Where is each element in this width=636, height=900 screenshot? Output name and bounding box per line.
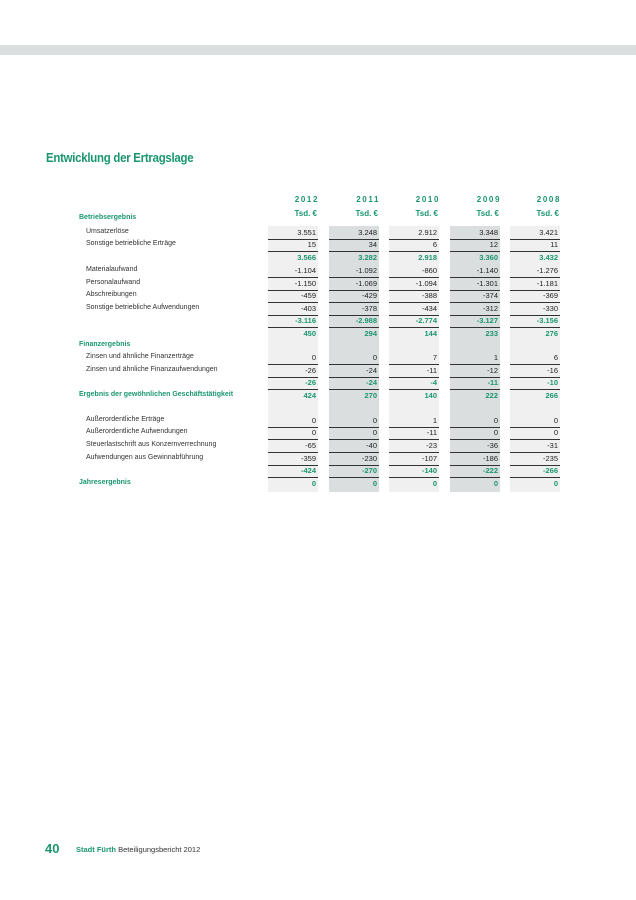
cell-value: 450 <box>303 329 316 338</box>
cell-value: -24 <box>366 378 377 387</box>
row-label: Zinsen und ähnliche Finanzaufwendungen <box>86 366 218 373</box>
cell-value: 3.348 <box>479 228 498 237</box>
cell-value: 0 <box>311 479 316 488</box>
cell-value: -11 <box>487 378 498 387</box>
cell-value: -1.094 <box>415 279 437 288</box>
cell-value: 0 <box>311 416 316 425</box>
year-header: 2008 <box>536 195 561 204</box>
cell-value: 0 <box>311 353 316 362</box>
cell-value: -1.276 <box>536 266 558 275</box>
cell-value: -3.127 <box>476 316 498 325</box>
cell-value: 0 <box>553 479 558 488</box>
cell-value: -1.150 <box>294 279 316 288</box>
cell-value: 6 <box>432 240 437 249</box>
cell-value: -374 <box>482 291 498 300</box>
cell-value: 0 <box>493 479 498 488</box>
cell-value: 0 <box>553 428 558 437</box>
cell-value: -186 <box>482 454 498 463</box>
cell-value: -26 <box>305 366 316 375</box>
cell-value: -378 <box>361 304 377 313</box>
year-header: 2011 <box>356 195 380 204</box>
cell-value: 144 <box>424 329 437 338</box>
unit-header: Tsd. € <box>355 209 378 218</box>
cell-value: 3.551 <box>297 228 316 237</box>
top-band <box>0 45 636 55</box>
cell-value: 11 <box>550 240 558 249</box>
unit-header: Tsd. € <box>536 209 559 218</box>
cell-value: -12 <box>487 366 498 375</box>
unit-header: Tsd. € <box>294 209 317 218</box>
cell-value: 222 <box>485 391 498 400</box>
row-label: Materialaufwand <box>86 266 138 273</box>
cell-value: -11 <box>426 428 437 437</box>
cell-value: 3.248 <box>358 228 377 237</box>
row-label: Finanzergebnis <box>79 341 131 348</box>
cell-value: -24 <box>366 366 377 375</box>
cell-value: -459 <box>300 291 316 300</box>
cell-value: -266 <box>542 466 558 475</box>
cell-value: 0 <box>553 416 558 425</box>
cell-value: -429 <box>361 291 377 300</box>
cell-value: -1.140 <box>476 266 498 275</box>
cell-value: 1 <box>493 353 498 362</box>
unit-header: Tsd. € <box>476 209 499 218</box>
cell-value: 1 <box>432 416 437 425</box>
cell-value: -222 <box>482 466 498 475</box>
cell-value: 140 <box>424 391 437 400</box>
cell-value: 12 <box>489 240 498 249</box>
cell-value: -140 <box>421 466 437 475</box>
cell-value: -2.988 <box>355 316 377 325</box>
cell-value: 3.432 <box>539 253 558 262</box>
cell-value: 0 <box>372 416 377 425</box>
cell-value: -230 <box>361 454 377 463</box>
cell-value: -434 <box>421 304 437 313</box>
cell-value: -369 <box>542 291 558 300</box>
cell-value: -424 <box>300 466 316 475</box>
cell-value: 3.566 <box>297 253 316 262</box>
cell-value: -26 <box>305 378 316 387</box>
cell-value: 7 <box>432 353 437 362</box>
cell-value: -860 <box>421 266 437 275</box>
cell-value: 0 <box>311 428 316 437</box>
page-number: 40 <box>45 841 60 856</box>
row-label: Steuerlastschrift aus Konzernverrechnung <box>86 441 217 448</box>
cell-value: 270 <box>364 391 377 400</box>
row-label: Aufwendungen aus Gewinnabführung <box>86 454 204 461</box>
cell-value: -3.116 <box>295 316 316 325</box>
cell-value: -330 <box>542 304 558 313</box>
cell-value: -36 <box>487 441 498 450</box>
cell-value: 276 <box>545 329 558 338</box>
row-label: Außerordentliche Aufwendungen <box>86 428 188 435</box>
footer-report: Beteiligungsbericht 2012 <box>118 845 201 854</box>
cell-value: 0 <box>372 353 377 362</box>
cell-value: 294 <box>364 329 377 338</box>
cell-value: 3.282 <box>358 253 377 262</box>
year-header: 2012 <box>294 195 319 204</box>
cell-value: -1.092 <box>355 266 377 275</box>
cell-value: 15 <box>307 240 316 249</box>
unit-header: Tsd. € <box>415 209 438 218</box>
footer-text <box>76 845 200 854</box>
cell-value: -4 <box>430 378 437 387</box>
footer-brand: Stadt Fürth <box>76 845 116 854</box>
row-label: Personalaufwand <box>86 279 141 286</box>
cell-value: 3.421 <box>539 228 558 237</box>
cell-value: -2.774 <box>415 316 437 325</box>
cell-value: -10 <box>547 378 558 387</box>
cell-value: -312 <box>482 304 498 313</box>
row-label: Betriebsergebnis <box>79 214 137 221</box>
row-label: Sonstige betriebliche Aufwendungen <box>86 304 200 311</box>
cell-value: -11 <box>426 366 437 375</box>
cell-value: -1.301 <box>476 279 498 288</box>
cell-value: -31 <box>547 441 558 450</box>
cell-value: -359 <box>300 454 316 463</box>
row-label: Jahresergebnis <box>79 479 131 486</box>
cell-value: -235 <box>542 454 558 463</box>
cell-value: -1.104 <box>294 266 316 275</box>
cell-value: 3.360 <box>479 253 498 262</box>
cell-value: 233 <box>485 329 498 338</box>
row-label: Abschreibungen <box>86 291 137 298</box>
cell-value: 2.912 <box>418 228 437 237</box>
year-header: 2010 <box>415 195 440 204</box>
row-label: Zinsen und ähnliche Finanzerträge <box>86 353 194 360</box>
cell-value: 266 <box>545 391 558 400</box>
cell-value: 0 <box>493 428 498 437</box>
row-label: Außerordentliche Erträge <box>86 416 165 423</box>
row-label: Sonstige betriebliche Erträge <box>86 240 176 247</box>
cell-value: 34 <box>368 240 377 249</box>
cell-value: -270 <box>361 466 377 475</box>
cell-value: 2.918 <box>418 253 437 262</box>
cell-value: -403 <box>300 304 316 313</box>
row-label: Ergebnis der gewöhnlichen Geschäftstätigkeit <box>79 391 234 398</box>
cell-value: -1.181 <box>536 279 558 288</box>
cell-value: 0 <box>372 428 377 437</box>
cell-value: -3.156 <box>536 316 558 325</box>
cell-value: -388 <box>421 291 437 300</box>
row-label: Umsatzerlöse <box>86 228 129 235</box>
year-header: 2009 <box>476 195 501 204</box>
cell-value: -23 <box>426 441 437 450</box>
cell-value: 0 <box>432 479 437 488</box>
cell-value: 0 <box>372 479 377 488</box>
cell-value: -107 <box>421 454 437 463</box>
page-title: Entwicklung der Ertragslage <box>46 150 194 165</box>
cell-value: 6 <box>553 353 558 362</box>
cell-value: 0 <box>493 416 498 425</box>
cell-value: -65 <box>305 441 316 450</box>
cell-value: -16 <box>547 366 558 375</box>
cell-value: 424 <box>303 391 316 400</box>
cell-value: -1.069 <box>355 279 377 288</box>
cell-value: -40 <box>366 441 377 450</box>
